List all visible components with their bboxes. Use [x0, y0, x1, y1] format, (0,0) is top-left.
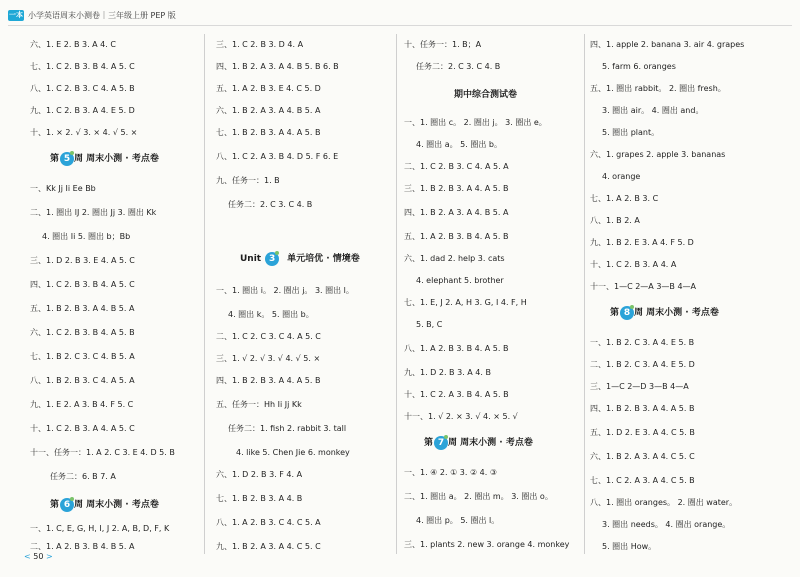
column-divider: [204, 34, 205, 554]
answer-line: 五、任务一：Hh Ii Jj Kk: [216, 400, 302, 409]
column-divider: [396, 34, 397, 554]
answer-line: 四、1. B 2. A 3. A 4. B 5. A: [404, 208, 509, 217]
section-heading-week5: 第 5 周 周末小测 · 考点卷: [50, 152, 159, 166]
answer-line: 七、1. B 2. B 3. A 4. B: [216, 494, 303, 503]
answer-line: 十一、1—C 2—A 3—B 4—A: [590, 282, 697, 291]
answer-line: 五、1. A 2. B 3. E 4. C 5. D: [216, 84, 321, 93]
answer-line: 任务二：1. fish 2. rabbit 3. tall: [228, 424, 347, 433]
answer-line: 5. farm 6. oranges: [602, 62, 676, 71]
week-number-badge: 5: [60, 152, 74, 166]
next-page-arrow[interactable]: >: [45, 552, 53, 561]
answer-line: 八、1. B 2. B 3. C 4. A 5. A: [30, 376, 135, 385]
answer-line: 任务二：6. B 7. A: [50, 472, 116, 481]
section-heading-midterm: 期中综合测试卷: [454, 90, 518, 100]
answer-line: 九、1. B 2. E 3. A 4. F 5. D: [590, 238, 694, 247]
answer-line: 三、1. plants 2. new 3. orange 4. monkey: [404, 540, 570, 549]
answer-line: 4. 圈出 p。 5. 圈出 l。: [416, 516, 500, 525]
answer-line: 四、1. B 2. B 3. A 4. A 5. B: [216, 376, 321, 385]
answer-column-1: [30, 34, 202, 554]
answer-line: 六、1. B 2. A 3. A 4. C 5. C: [590, 452, 695, 461]
answer-line: 二、1. 圈出 lJ 2. 圈出 Jj 3. 圈出 Kk: [30, 208, 157, 217]
answer-line: 十一、任务一：1. A 2. C 3. E 4. D 5. B: [30, 448, 175, 457]
answer-line: 4. 圈出 k。 5. 圈出 b。: [228, 310, 314, 319]
prev-page-arrow[interactable]: <: [24, 552, 31, 561]
answer-line: 七、1. C 2. B 3. B 4. A 5. C: [30, 62, 135, 71]
week-number-badge: 8: [620, 306, 634, 320]
answer-line: 任务二：2. C 3. C 4. B: [416, 62, 501, 71]
answer-line: 十、1. C 2. A 3. B 4. A 5. B: [404, 390, 509, 399]
answer-line: 八、1. 圈出 oranges。 2. 圈出 water。: [590, 498, 738, 507]
answer-line: 三、1. C 2. B 3. D 4. A: [216, 40, 304, 49]
answer-line: 十一、1. √ 2. × 3. √ 4. × 5. √: [404, 412, 518, 421]
answer-line: 十、任务一：1. B；A: [404, 40, 482, 49]
unit-number-badge: 3: [265, 252, 279, 266]
page-footer: [24, 552, 53, 561]
answer-line: 八、1. C 2. A 3. B 4. D 5. F 6. E: [216, 152, 339, 161]
answer-line: 六、1. B 2. A 3. A 4. B 5. A: [216, 106, 321, 115]
answer-line: 三、1. B 2. B 3. A 4. A 5. B: [404, 184, 509, 193]
page-header: [0, 0, 800, 32]
answer-line: 五、1. B 2. B 3. A 4. B 5. A: [30, 304, 135, 313]
answer-line: 4. elephant 5. brother: [416, 276, 504, 285]
answer-line: 四、1. C 2. B 3. B 4. A 5. C: [30, 280, 135, 289]
week-number-badge: 7: [434, 436, 448, 450]
answer-line: 九、1. E 2. A 3. B 4. F 5. C: [30, 400, 134, 409]
answer-line: 二、1. C 2. C 3. C 4. A 5. C: [216, 332, 321, 341]
answer-line: 七、1. B 2. B 3. A 4. A 5. B: [216, 128, 321, 137]
answer-line: 九、1. C 2. B 3. A 4. E 5. D: [30, 106, 135, 115]
column-divider: [584, 34, 585, 554]
badge-decoration: [275, 251, 279, 255]
answer-line: 二、1. B 2. C 3. A 4. E 5. D: [590, 360, 695, 369]
answer-line: 二、1. 圈出 a。 2. 圈出 m。 3. 圈出 o。: [404, 492, 553, 501]
answer-line: 六、1. C 2. B 3. B 4. A 5. B: [30, 328, 135, 337]
answer-line: 一、1. ④ 2. ① 3. ② 4. ③: [404, 468, 498, 477]
answer-line: 十、1. C 2. B 3. A 4. A: [590, 260, 677, 269]
section-heading-week6: 第 6 周 周末小测 · 考点卷: [50, 498, 159, 512]
answer-line: 3. 圈出 air。 4. 圈出 and。: [602, 106, 704, 115]
answer-line: 六、1. E 2. B 3. A 4. C: [30, 40, 116, 49]
answer-line: 五、1. D 2. E 3. A 4. C 5. B: [590, 428, 695, 437]
section-heading-unit3: Unit 3 单元培优 · 情境卷: [240, 252, 360, 266]
answer-line: 八、1. A 2. B 3. B 4. A 5. B: [404, 344, 509, 353]
answer-line: 三、1. √ 2. √ 3. √ 4. √ 5. ×: [216, 354, 321, 363]
answer-line: 八、1. B 2. A: [590, 216, 640, 225]
section-heading-week7: 第 7 周 周末小测 · 考点卷: [424, 436, 533, 450]
answer-line: 八、1. C 2. B 3. C 4. A 5. B: [30, 84, 135, 93]
answer-line: 5. 圈出 How。: [602, 542, 657, 551]
answer-line: 九、1. D 2. B 3. A 4. B: [404, 368, 491, 377]
answer-line: 一、1. 圈出 i。 2. 圈出 j。 3. 圈出 l。: [216, 286, 354, 295]
answer-line: 4. 圈出 Ii 5. 圈出 b；Bb: [42, 232, 131, 241]
header-rule: [8, 25, 792, 26]
week-number-badge: 6: [60, 498, 74, 512]
answer-line: 八、1. A 2. B 3. C 4. C 5. A: [216, 518, 321, 527]
answer-line: 七、1. C 2. A 3. A 4. C 5. B: [590, 476, 695, 485]
answer-column-2: [216, 34, 392, 554]
brand-badge: 一本: [9, 11, 23, 19]
answer-line: 九、任务一：1. B: [216, 176, 280, 185]
answer-line: 三、1. D 2. B 3. E 4. A 5. C: [30, 256, 135, 265]
answer-line: 十、1. × 2. √ 3. × 4. √ 5. ×: [30, 128, 138, 137]
answer-line: 任务二：2. C 3. C 4. B: [228, 200, 313, 209]
answer-line: 四、1. apple 2. banana 3. air 4. grapes: [590, 40, 745, 49]
section-heading-week8: 第 8 周 周末小测 · 考点卷: [610, 306, 719, 320]
answer-line: 七、1. B 2. C 3. C 4. B 5. A: [30, 352, 135, 361]
answer-line: 六、1. grapes 2. apple 3. bananas: [590, 150, 726, 159]
answer-line: 5. 圈出 plant。: [602, 128, 660, 137]
answer-line: 四、1. B 2. A 3. A 4. B 5. B 6. B: [216, 62, 339, 71]
answer-line: 5. B, C: [416, 320, 443, 329]
answer-line: 一、Kk Jj Ii Ee Bb: [30, 184, 96, 193]
answer-line: 六、1. dad 2. help 3. cats: [404, 254, 505, 263]
answer-line: 七、1. A 2. B 3. C: [590, 194, 659, 203]
answer-line: 五、1. A 2. B 3. B 4. A 5. B: [404, 232, 509, 241]
answer-line: 一、1. 圈出 c。 2. 圈出 j。 3. 圈出 e。: [404, 118, 547, 127]
answer-line: 四、1. B 2. B 3. A 4. A 5. B: [590, 404, 695, 413]
answer-line: 4. orange: [602, 172, 641, 181]
answer-line: 十、1. C 2. B 3. A 4. A 5. C: [30, 424, 135, 433]
answer-column-4: [590, 34, 790, 554]
answer-line: 一、1. B 2. C 3. A 4. E 5. B: [590, 338, 695, 347]
answer-line: 二、1. A 2. B 3. B 4. B 5. A: [30, 542, 135, 551]
running-title: 小学英语周末小测卷｜三年级上册 PEP 版: [28, 11, 176, 20]
answer-line: 九、1. B 2. A 3. A 4. C 5. C: [216, 542, 321, 551]
answer-line: 五、1. 圈出 rabbit。 2. 圈出 fresh。: [590, 84, 726, 93]
answer-line: 3. 圈出 needs。 4. 圈出 orange。: [602, 520, 731, 529]
answer-line: 六、1. D 2. B 3. F 4. A: [216, 470, 303, 479]
answer-line: 4. like 5. Chen Jie 6. monkey: [236, 448, 350, 457]
answer-line: 三、1—C 2—D 3—B 4—A: [590, 382, 689, 391]
answer-line: 一、1. C, E, G, H, I, J 2. A, B, D, F, K: [30, 524, 170, 533]
answer-line: 4. 圈出 a。 5. 圈出 b。: [416, 140, 502, 149]
answer-line: 二、1. C 2. B 3. C 4. A 5. A: [404, 162, 509, 171]
answer-column-3: [404, 34, 580, 554]
page-number: 50: [33, 552, 44, 561]
answer-line: 七、1. E, J 2. A, H 3. G, I 4. F, H: [404, 298, 527, 307]
